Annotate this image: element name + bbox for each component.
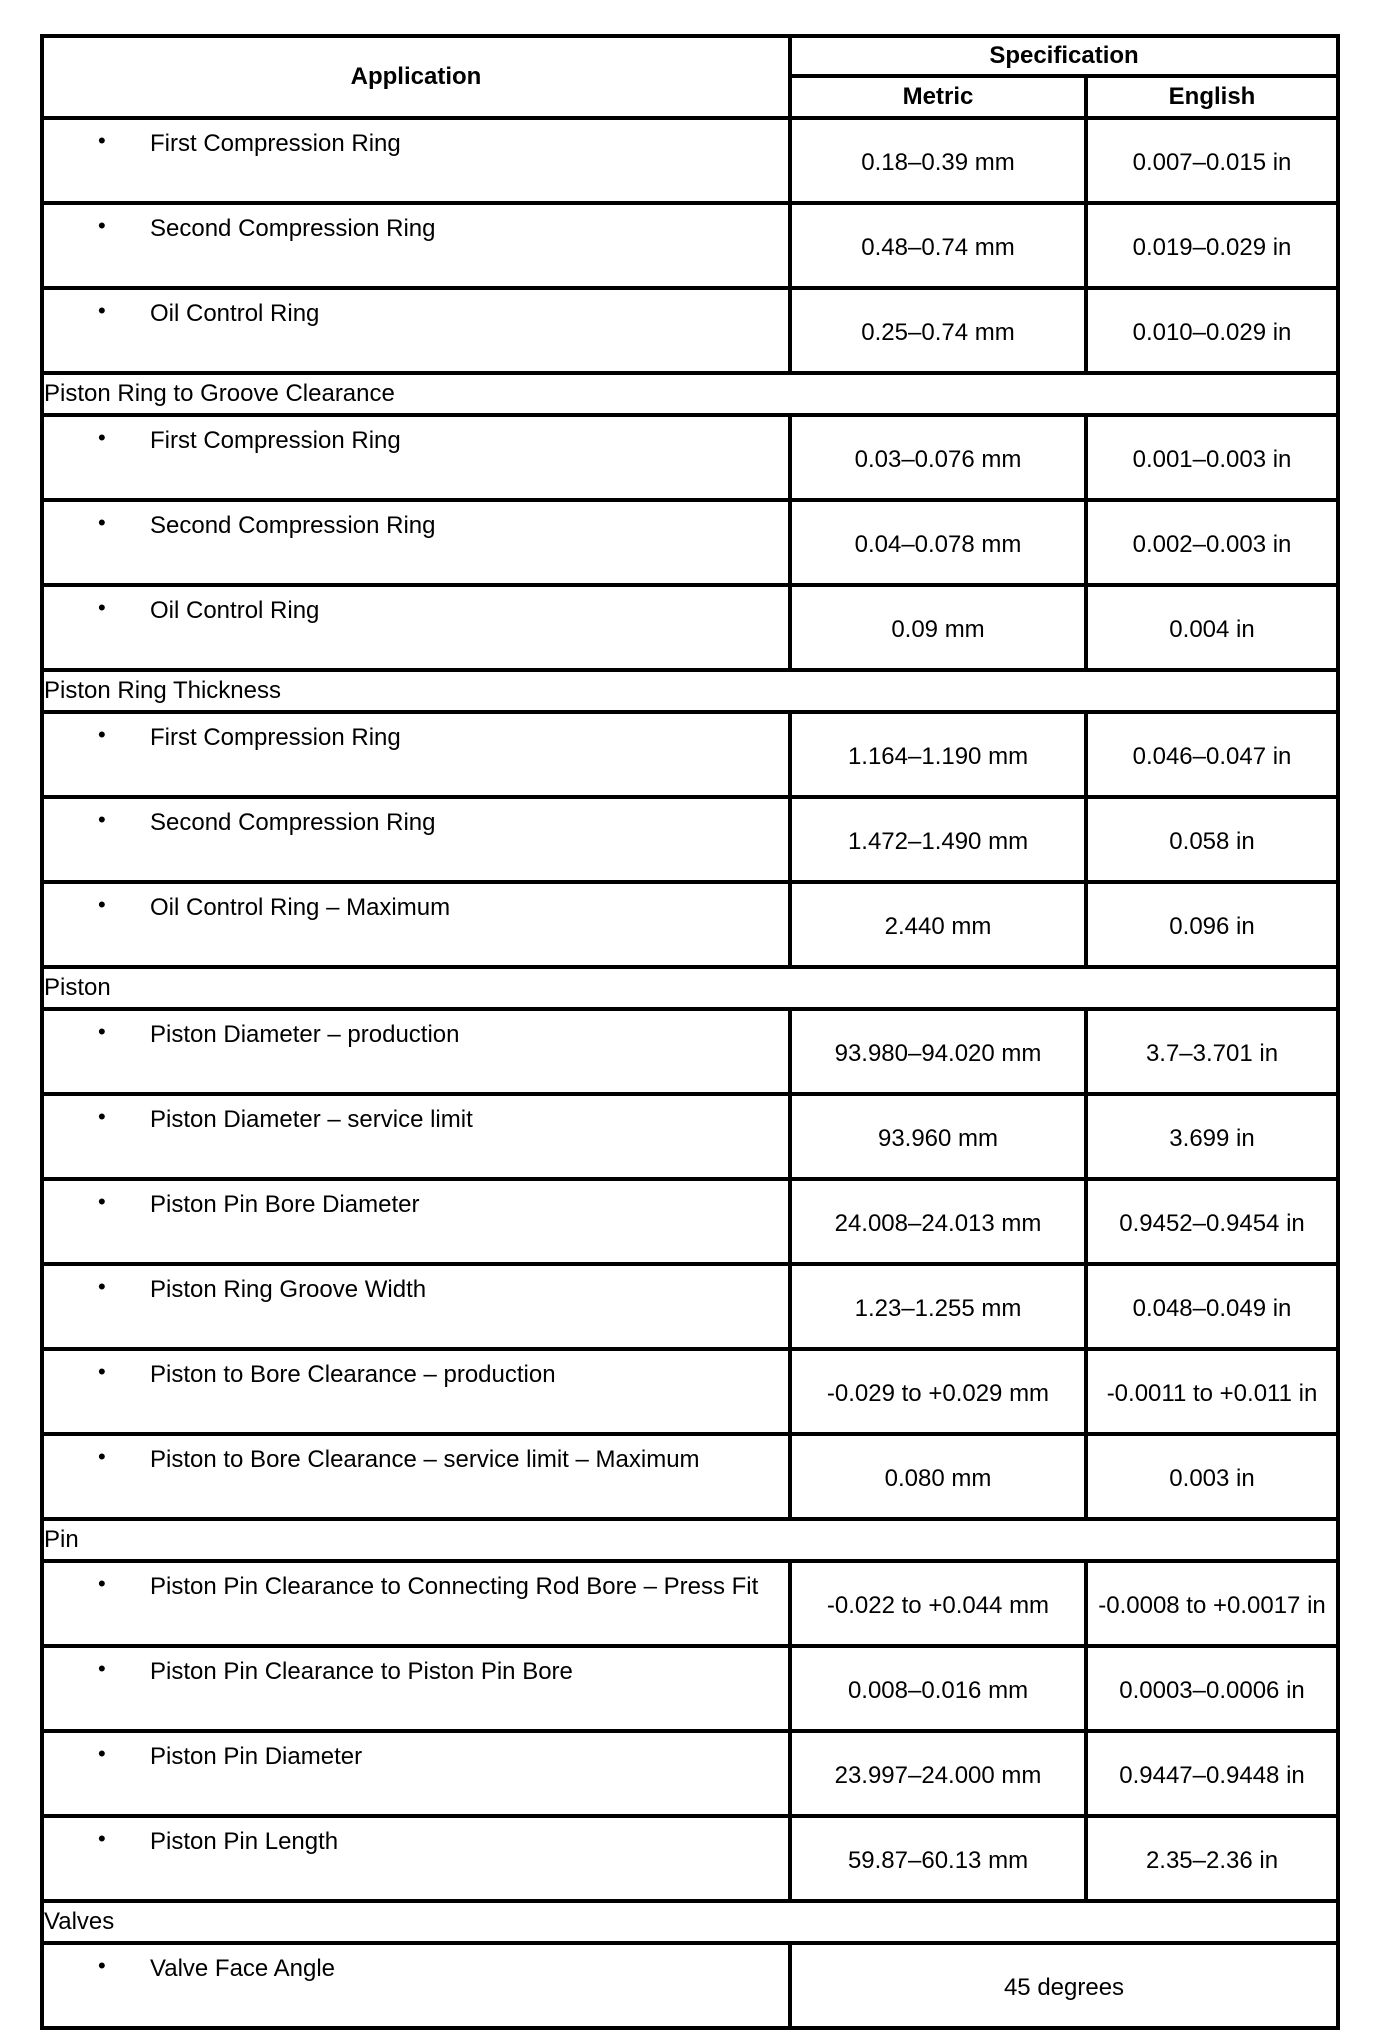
- application-label: Piston Pin Diameter: [150, 1743, 363, 1770]
- bullet-icon: •: [98, 510, 106, 535]
- table-row: [42, 797, 1338, 882]
- section-label: Pin: [42, 1519, 1338, 1561]
- table-row: [42, 1349, 1338, 1434]
- bullet-icon: •: [98, 1953, 106, 1978]
- bullet-icon: •: [98, 298, 106, 323]
- metric-value: 23.997–24.000 mm: [790, 1731, 1086, 1816]
- bullet-icon: •: [98, 1741, 106, 1766]
- specification-header: Specification: [790, 36, 1338, 76]
- english-value: 2.35–2.36 in: [1086, 1816, 1338, 1901]
- table-body: [42, 118, 1338, 2028]
- application-cell: [42, 1731, 790, 1816]
- section-row: [42, 670, 1338, 712]
- metric-value: 0.03–0.076 mm: [790, 415, 1086, 500]
- english-value: 0.019–0.029 in: [1086, 203, 1338, 288]
- application-cell: [42, 1943, 790, 2028]
- table-row: [42, 585, 1338, 670]
- bullet-icon: •: [98, 722, 106, 747]
- english-value: 0.003 in: [1086, 1434, 1338, 1519]
- application-label: Piston Pin Clearance to Piston Pin Bore: [150, 1658, 573, 1685]
- table-row: [42, 1094, 1338, 1179]
- application-label: Valve Face Angle: [150, 1955, 336, 1982]
- metric-value: 1.164–1.190 mm: [790, 712, 1086, 797]
- application-cell: [42, 712, 790, 797]
- table-row: [42, 203, 1338, 288]
- application-label: Oil Control Ring: [150, 597, 320, 624]
- metric-value: 2.440 mm: [790, 882, 1086, 967]
- english-value: 0.007–0.015 in: [1086, 118, 1338, 203]
- application-header: Application: [42, 36, 790, 118]
- bullet-icon: •: [98, 213, 106, 238]
- application-label: First Compression Ring: [150, 427, 401, 454]
- application-label: Piston to Bore Clearance – service limit – Maximum: [150, 1446, 700, 1473]
- bullet-icon: •: [98, 1359, 106, 1384]
- section-label: Valves: [42, 1901, 1338, 1943]
- application-label: Second Compression Ring: [150, 809, 436, 836]
- application-cell: [42, 882, 790, 967]
- application-cell: [42, 1094, 790, 1179]
- application-cell: [42, 1561, 790, 1646]
- application-cell: [42, 1434, 790, 1519]
- section-label: Piston: [42, 967, 1338, 1009]
- application-cell: [42, 1646, 790, 1731]
- table-row: [42, 288, 1338, 373]
- bullet-icon: •: [98, 1104, 106, 1129]
- application-cell: [42, 415, 790, 500]
- application-label: First Compression Ring: [150, 724, 401, 751]
- english-value: 0.002–0.003 in: [1086, 500, 1338, 585]
- bullet-icon: •: [98, 892, 106, 917]
- metric-header: Metric: [790, 76, 1086, 118]
- application-label: First Compression Ring: [150, 130, 401, 157]
- english-value: 0.048–0.049 in: [1086, 1264, 1338, 1349]
- header-row-top: [42, 36, 1338, 76]
- application-label: Piston to Bore Clearance – production: [150, 1361, 556, 1388]
- application-cell: [42, 585, 790, 670]
- table-row: [42, 500, 1338, 585]
- metric-value: 0.25–0.74 mm: [790, 288, 1086, 373]
- metric-value: -0.029 to +0.029 mm: [790, 1349, 1086, 1434]
- table-row: [42, 1179, 1338, 1264]
- metric-value: 0.04–0.078 mm: [790, 500, 1086, 585]
- english-value: 0.001–0.003 in: [1086, 415, 1338, 500]
- english-value: 0.046–0.047 in: [1086, 712, 1338, 797]
- table-row: [42, 882, 1338, 967]
- bullet-icon: •: [98, 807, 106, 832]
- table-row: [42, 1646, 1338, 1731]
- english-value: 0.096 in: [1086, 882, 1338, 967]
- metric-value: 0.080 mm: [790, 1434, 1086, 1519]
- application-cell: [42, 1349, 790, 1434]
- bullet-icon: •: [98, 425, 106, 450]
- application-cell: [42, 1009, 790, 1094]
- specification-table: [40, 34, 1340, 2030]
- application-cell: [42, 118, 790, 203]
- english-value: 0.004 in: [1086, 585, 1338, 670]
- metric-value: 0.09 mm: [790, 585, 1086, 670]
- english-value: -0.0008 to +0.0017 in: [1086, 1561, 1338, 1646]
- section-row: [42, 1901, 1338, 1943]
- application-label: Piston Ring Groove Width: [150, 1276, 427, 1303]
- metric-value: 59.87–60.13 mm: [790, 1816, 1086, 1901]
- application-cell: [42, 288, 790, 373]
- table-row: [42, 1561, 1338, 1646]
- application-label: Piston Diameter – service limit: [150, 1106, 473, 1133]
- application-cell: [42, 797, 790, 882]
- application-label: Piston Pin Length: [150, 1828, 339, 1855]
- metric-value: 0.18–0.39 mm: [790, 118, 1086, 203]
- bullet-icon: •: [98, 1656, 106, 1681]
- english-value: 0.0003–0.0006 in: [1086, 1646, 1338, 1731]
- application-label: Piston Pin Bore Diameter: [150, 1191, 420, 1218]
- bullet-icon: •: [98, 595, 106, 620]
- english-value: 0.9452–0.9454 in: [1086, 1179, 1338, 1264]
- application-cell: [42, 203, 790, 288]
- bullet-icon: •: [98, 128, 106, 153]
- application-label: Second Compression Ring: [150, 215, 436, 242]
- section-label: Piston Ring to Groove Clearance: [42, 373, 1338, 415]
- specification-value: 45 degrees: [790, 1943, 1338, 2028]
- application-cell: [42, 500, 790, 585]
- metric-value: 93.980–94.020 mm: [790, 1009, 1086, 1094]
- metric-value: 1.23–1.255 mm: [790, 1264, 1086, 1349]
- bullet-icon: •: [98, 1274, 106, 1299]
- section-row: [42, 967, 1338, 1009]
- table-row: [42, 415, 1338, 500]
- bullet-icon: •: [98, 1189, 106, 1214]
- application-label: Second Compression Ring: [150, 512, 436, 539]
- bullet-icon: •: [98, 1826, 106, 1851]
- table-row: [42, 1816, 1338, 1901]
- metric-value: 0.48–0.74 mm: [790, 203, 1086, 288]
- table-row: [42, 1731, 1338, 1816]
- english-value: 3.699 in: [1086, 1094, 1338, 1179]
- application-cell: [42, 1179, 790, 1264]
- table-row: [42, 118, 1338, 203]
- application-cell: [42, 1264, 790, 1349]
- english-value: 0.058 in: [1086, 797, 1338, 882]
- bullet-icon: •: [98, 1444, 106, 1469]
- english-value: 0.010–0.029 in: [1086, 288, 1338, 373]
- table-row: [42, 1264, 1338, 1349]
- english-value: -0.0011 to +0.011 in: [1086, 1349, 1338, 1434]
- english-value: 0.9447–0.9448 in: [1086, 1731, 1338, 1816]
- metric-value: 1.472–1.490 mm: [790, 797, 1086, 882]
- english-value: 3.7–3.701 in: [1086, 1009, 1338, 1094]
- application-label: Oil Control Ring – Maximum: [150, 894, 451, 921]
- metric-value: -0.022 to +0.044 mm: [790, 1561, 1086, 1646]
- application-label: Piston Diameter – production: [150, 1021, 460, 1048]
- table-row: [42, 712, 1338, 797]
- application-label: Oil Control Ring: [150, 300, 320, 327]
- section-label: Piston Ring Thickness: [42, 670, 1338, 712]
- bullet-icon: •: [98, 1019, 106, 1044]
- application-cell: [42, 1816, 790, 1901]
- english-header: English: [1086, 76, 1338, 118]
- metric-value: 0.008–0.016 mm: [790, 1646, 1086, 1731]
- table-row: [42, 1943, 1338, 2028]
- metric-value: 24.008–24.013 mm: [790, 1179, 1086, 1264]
- metric-value: 93.960 mm: [790, 1094, 1086, 1179]
- application-label: Piston Pin Clearance to Connecting Rod Bore – Press Fit: [150, 1573, 759, 1600]
- table-row: [42, 1009, 1338, 1094]
- section-row: [42, 1519, 1338, 1561]
- bullet-icon: •: [98, 1571, 106, 1596]
- table-row: [42, 1434, 1338, 1519]
- section-row: [42, 373, 1338, 415]
